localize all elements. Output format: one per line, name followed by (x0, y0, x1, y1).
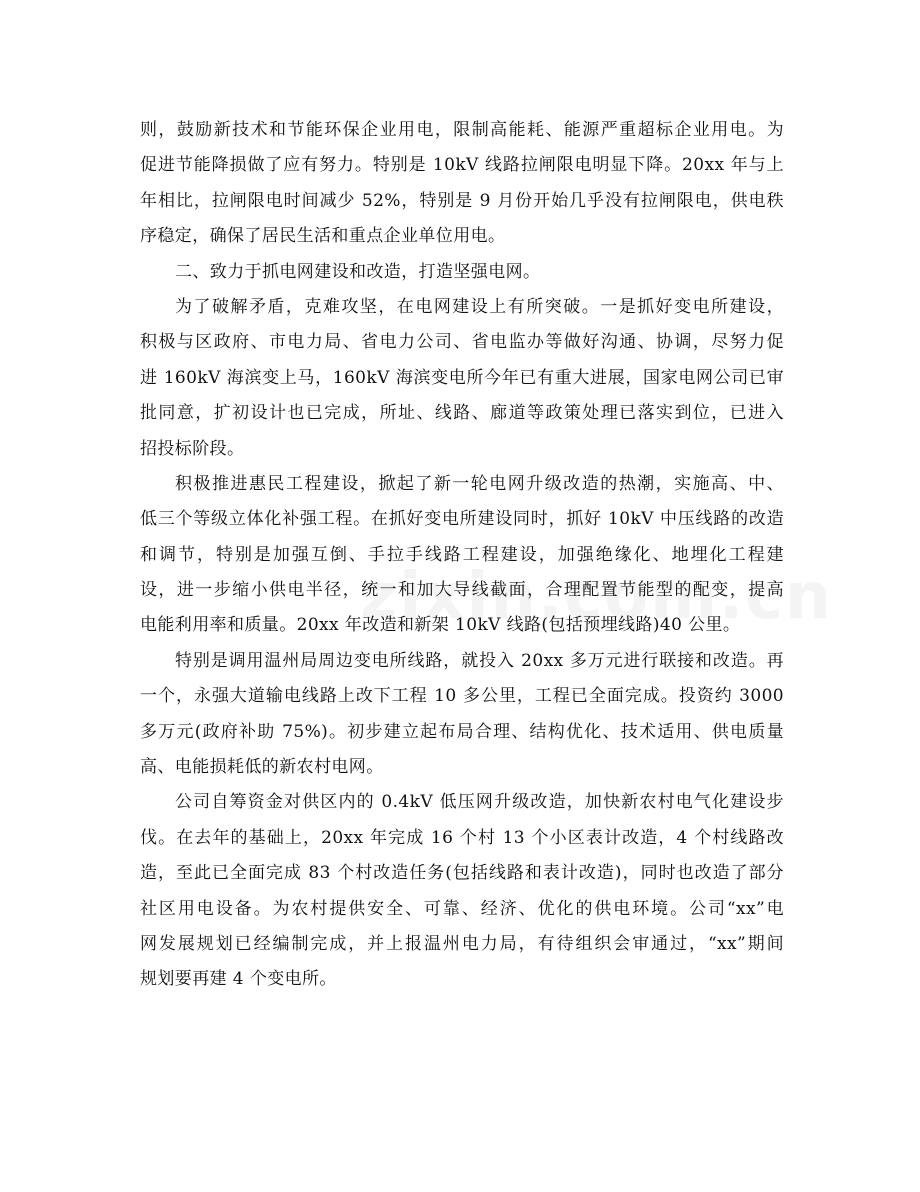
text-line: 多万元(政府补助 75%)。初步建立起布局合理、结构优化、技术适用、供电质量 (140, 721, 784, 742)
text-line: 进 160kV 海滨变上马，160kV 海滨变电所今年已有重大进展，国家电网公司已审 (140, 367, 784, 388)
text-line: 为了破解矛盾，克难攻坚，在电网建设上有所突破。一是抓好变电所建设， (175, 296, 784, 317)
text-line: 一个，永强大道输电线路上改下工程 10 多公里，工程已全面完成。投资约 3000 (140, 686, 784, 707)
text-line: 则，鼓励新技术和节能环保企业用电，限制高能耗、能源严重超标企业用电。为 (140, 120, 784, 140)
text-line: 促进节能降损做了应有努力。特别是 10kV 线路拉闸限电明显下降。20xx 年与上 (140, 155, 784, 176)
text-line: 和调节，特别是加强互倒、手拉手线路工程建设，加强绝缘化、地埋化工程建 (140, 544, 784, 565)
text-line: 年相比，拉闸限电时间减少 52%，特别是 9 月份开始几乎没有拉闸限电，供电秩 (140, 190, 784, 211)
section-heading: 二、致力于抓电网建设和改造，打造坚强电网。 (175, 261, 541, 282)
text-line: 公司自筹资金对供区内的 0.4kV 低压网升级改造，加快新农村电气化建设步 (175, 792, 784, 813)
text-line: 高、电能损耗低的新农村电网。 (140, 757, 384, 778)
text-line: 序稳定，确保了居民生活和重点企业单位用电。 (140, 226, 506, 247)
text-line: 规划要再建 4 个变电所。 (140, 969, 337, 990)
text-line: 社区用电设备。为农村提供安全、可靠、经济、优化的供电环境。公司“xx”电 (140, 898, 784, 919)
text-line: 造，至此已全面完成 83 个村改造任务(包括线路和表计改造)，同时也改造了部分 (140, 863, 784, 884)
text-line: 伐。在去年的基础上，20xx 年完成 16 个村 13 个小区表计改造，4 个村线路改 (140, 827, 784, 848)
text-line: 批同意，扩初设计也已完成，所址、线路、廊道等政策处理已落实到位，已进入 (140, 403, 784, 424)
text-line: 积极与区政府、市电力局、省电力公司、省电监办等做好沟通、协调，尽努力促 (140, 332, 784, 353)
text-line: 积极推进惠民工程建设，掀起了新一轮电网升级改造的热潮，实施高、中、 (175, 473, 784, 494)
text-line: 设，进一步缩小供电半径，统一和加大导线截面，合理配置节能型的配变，提高 (140, 580, 784, 601)
text-line: 网发展规划已经编制完成，并上报温州电力局，有待组织会审通过，“xx”期间 (140, 933, 784, 954)
text-line: 特别是调用温州局周边变电所线路，就投入 20xx 多万元进行联接和改造。再 (175, 650, 784, 671)
text-line: 低三个等级立体化补强工程。在抓好变电所建设同时，抓好 10kV 中压线路的改造 (140, 509, 784, 530)
text-line: 招投标阶段。 (140, 438, 245, 459)
document-body (140, 113, 784, 998)
text-line: 电能利用率和质量。20xx 年改造和新架 10kV 线路(包括预埋线路)40 公里。 (140, 615, 741, 636)
